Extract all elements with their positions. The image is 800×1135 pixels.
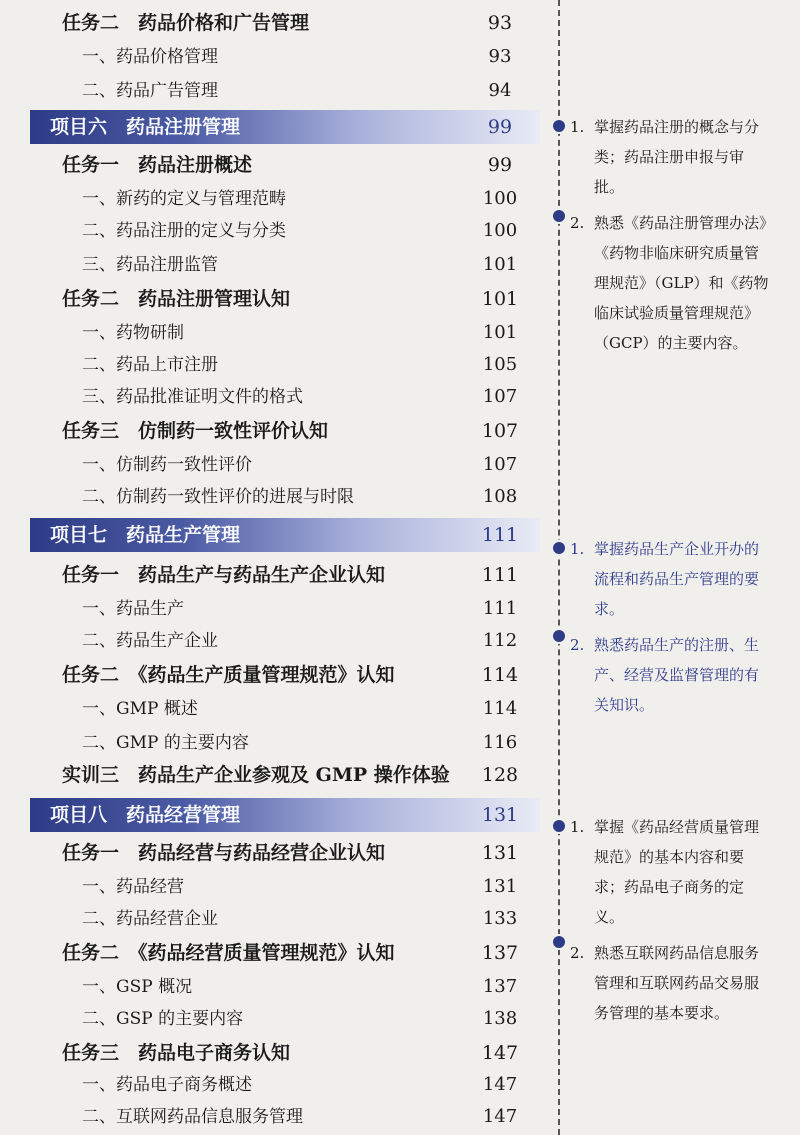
toc-page-number: 101 <box>482 254 518 275</box>
objective-text: 掌握《药品经营质量管理规范》的基本内容和要求；药品电子商务的定义。 <box>594 818 760 926</box>
objective-item <box>570 534 770 624</box>
objectives-project-6 <box>570 112 770 358</box>
objective-text: 熟悉药品生产的注册、生产、经营及监督管理的有关知识。 <box>594 636 760 714</box>
column-divider <box>558 0 560 1135</box>
objective-number: 1. <box>570 540 585 558</box>
objective-item <box>570 812 770 932</box>
toc-task[interactable] <box>0 1036 555 1070</box>
toc-subsection[interactable] <box>0 1100 555 1134</box>
toc-label: 一、GMP 概述 <box>82 699 198 719</box>
toc-label: 任务一 药品注册概述 <box>62 154 253 176</box>
toc-page-number: 94 <box>488 80 512 101</box>
project-title: 项目八 药品经营管理 <box>50 804 241 826</box>
toc-subsection[interactable] <box>0 348 555 382</box>
toc-subsection[interactable] <box>0 970 555 1004</box>
toc-label: 二、仿制药一致性评价的进展与时限 <box>82 487 354 507</box>
objective-text: 熟悉互联网药品信息服务管理和互联网药品交易服务管理的基本要求。 <box>594 944 760 1022</box>
toc-page-number: 101 <box>482 322 518 343</box>
bullet-dot-icon <box>551 818 567 834</box>
bullet-dot-icon <box>551 208 567 224</box>
toc-subsection[interactable] <box>0 182 555 216</box>
project-title: 项目六 药品注册管理 <box>50 116 241 138</box>
toc-page-number: 99 <box>487 116 513 138</box>
bullet-dot-icon <box>551 934 567 950</box>
toc-page-number: 107 <box>482 386 518 407</box>
toc-label: 任务二 《药品生产质量管理规范》认知 <box>62 664 395 686</box>
toc-page-number: 100 <box>482 220 518 241</box>
objective-text: 掌握药品注册的概念与分类；药品注册申报与审批。 <box>594 118 760 196</box>
toc-label: 一、药品经营 <box>82 877 184 897</box>
toc-label: 任务三 仿制药一致性评价认知 <box>62 420 329 442</box>
toc-subsection[interactable] <box>0 902 555 936</box>
toc-label: 二、药品广告管理 <box>82 81 218 101</box>
toc-page-number: 131 <box>481 804 519 826</box>
toc-label: 任务一 药品生产与药品生产企业认知 <box>62 564 386 586</box>
objective-item <box>570 112 770 202</box>
toc-subsection[interactable] <box>0 624 555 658</box>
toc-label: 任务三 药品电子商务认知 <box>62 1042 291 1064</box>
toc-label: 实训三 药品生产企业参观及 GMP 操作体验 <box>62 764 450 786</box>
toc-page-number: 147 <box>482 1106 518 1127</box>
toc-label: 二、药品注册的定义与分类 <box>82 221 286 241</box>
toc-label: 任务二 药品价格和广告管理 <box>62 12 310 34</box>
toc-label: 二、GMP 的主要内容 <box>82 733 249 753</box>
toc-page-number: 93 <box>488 46 512 67</box>
toc-task[interactable] <box>0 148 555 182</box>
objective-item <box>570 938 770 1028</box>
toc-subsection[interactable] <box>0 870 555 904</box>
toc-subsection[interactable] <box>0 1002 555 1036</box>
toc-label: 一、药品电子商务概述 <box>82 1075 252 1095</box>
toc-task[interactable] <box>0 6 555 40</box>
toc-page-number: 131 <box>481 842 519 864</box>
bullet-dot-icon <box>551 118 567 134</box>
toc-task[interactable] <box>0 558 555 592</box>
toc-subsection[interactable] <box>0 448 555 482</box>
toc-subsection[interactable] <box>0 40 555 74</box>
toc-task[interactable] <box>0 414 555 448</box>
toc-subsection[interactable] <box>0 74 555 108</box>
toc-task[interactable] <box>0 936 555 970</box>
toc-page-number: 111 <box>481 524 519 546</box>
toc-label: 一、药品生产 <box>82 599 184 619</box>
toc-page-number: 99 <box>487 154 513 176</box>
toc-subsection[interactable] <box>0 726 555 760</box>
toc-page-number: 138 <box>482 1008 518 1029</box>
toc-page-number: 114 <box>482 698 518 719</box>
toc-subsection[interactable] <box>0 480 555 514</box>
toc-task[interactable] <box>0 282 555 316</box>
toc-page-number: 107 <box>481 420 519 442</box>
objective-item <box>570 630 770 720</box>
toc-page-number: 100 <box>482 188 518 209</box>
toc-page-number: 111 <box>482 598 518 619</box>
toc-page-number: 114 <box>481 664 519 686</box>
objective-item <box>570 208 770 358</box>
objective-text: 掌握药品生产企业开办的流程和药品生产管理的要求。 <box>594 540 760 618</box>
toc-page-number: 137 <box>482 976 518 997</box>
toc-page-number: 147 <box>481 1042 519 1064</box>
toc-subsection[interactable] <box>0 692 555 726</box>
toc-label: 任务二 《药品经营质量管理规范》认知 <box>62 942 395 964</box>
toc-subsection[interactable] <box>0 592 555 626</box>
toc-subsection[interactable] <box>0 316 555 350</box>
toc-page-number: 93 <box>487 12 513 34</box>
toc-page-number: 133 <box>482 908 518 929</box>
toc-subsection[interactable] <box>0 380 555 414</box>
bullet-dot-icon <box>551 628 567 644</box>
toc-label: 一、新药的定义与管理范畴 <box>82 189 286 209</box>
project-title: 项目七 药品生产管理 <box>50 524 241 546</box>
toc-label: 二、药品生产企业 <box>82 631 218 651</box>
toc-page-number: 101 <box>481 288 519 310</box>
toc-page-number: 105 <box>482 354 518 375</box>
toc-label: 二、GSP 的主要内容 <box>82 1009 244 1029</box>
toc-subsection[interactable] <box>0 1068 555 1102</box>
toc-training[interactable] <box>0 758 555 792</box>
toc-label: 二、药品上市注册 <box>82 355 218 375</box>
project-header-8[interactable] <box>30 798 540 832</box>
bullet-dot-icon <box>551 540 567 556</box>
objective-number: 1. <box>570 818 585 836</box>
toc-label: 一、药物研制 <box>82 323 184 343</box>
toc-label: 任务二 药品注册管理认知 <box>62 288 291 310</box>
toc-subsection[interactable] <box>0 214 555 248</box>
toc-page-number: 112 <box>482 630 518 651</box>
toc-task[interactable] <box>0 658 555 692</box>
toc-page-number: 107 <box>482 454 518 475</box>
objective-text: 熟悉《药品注册管理办法》《药物非临床研究质量管理规范》（GLP）和《药物临床试验质量管理规范》（GCP）的主要内容。 <box>594 214 769 352</box>
toc-label: 一、GSP 概况 <box>82 977 193 997</box>
toc-page-number: 147 <box>482 1074 518 1095</box>
toc-label: 二、互联网药品信息服务管理 <box>82 1107 303 1127</box>
toc-label: 一、药品价格管理 <box>82 47 218 67</box>
objectives-project-7 <box>570 534 770 720</box>
toc-page-number: 128 <box>481 764 519 786</box>
objective-number: 2. <box>570 636 585 654</box>
toc-label: 三、药品注册监管 <box>82 255 218 275</box>
toc-label: 任务一 药品经营与药品经营企业认知 <box>62 842 386 864</box>
toc-task[interactable] <box>0 836 555 870</box>
project-header-7[interactable] <box>30 518 540 552</box>
toc-page-number: 137 <box>481 942 519 964</box>
objectives-project-8 <box>570 812 770 1028</box>
toc-label: 二、药品经营企业 <box>82 909 218 929</box>
toc-label: 一、仿制药一致性评价 <box>82 455 252 475</box>
objective-number: 1. <box>570 118 585 136</box>
project-header-6[interactable] <box>30 110 540 144</box>
toc-page-number: 131 <box>482 876 518 897</box>
objective-number: 2. <box>570 944 585 962</box>
toc-page-number: 116 <box>482 732 518 753</box>
toc-subsection[interactable] <box>0 248 555 282</box>
toc-page-number: 111 <box>481 564 519 586</box>
toc-page-number: 108 <box>482 486 518 507</box>
objective-number: 2. <box>570 214 585 232</box>
toc-label: 三、药品批准证明文件的格式 <box>82 387 303 407</box>
